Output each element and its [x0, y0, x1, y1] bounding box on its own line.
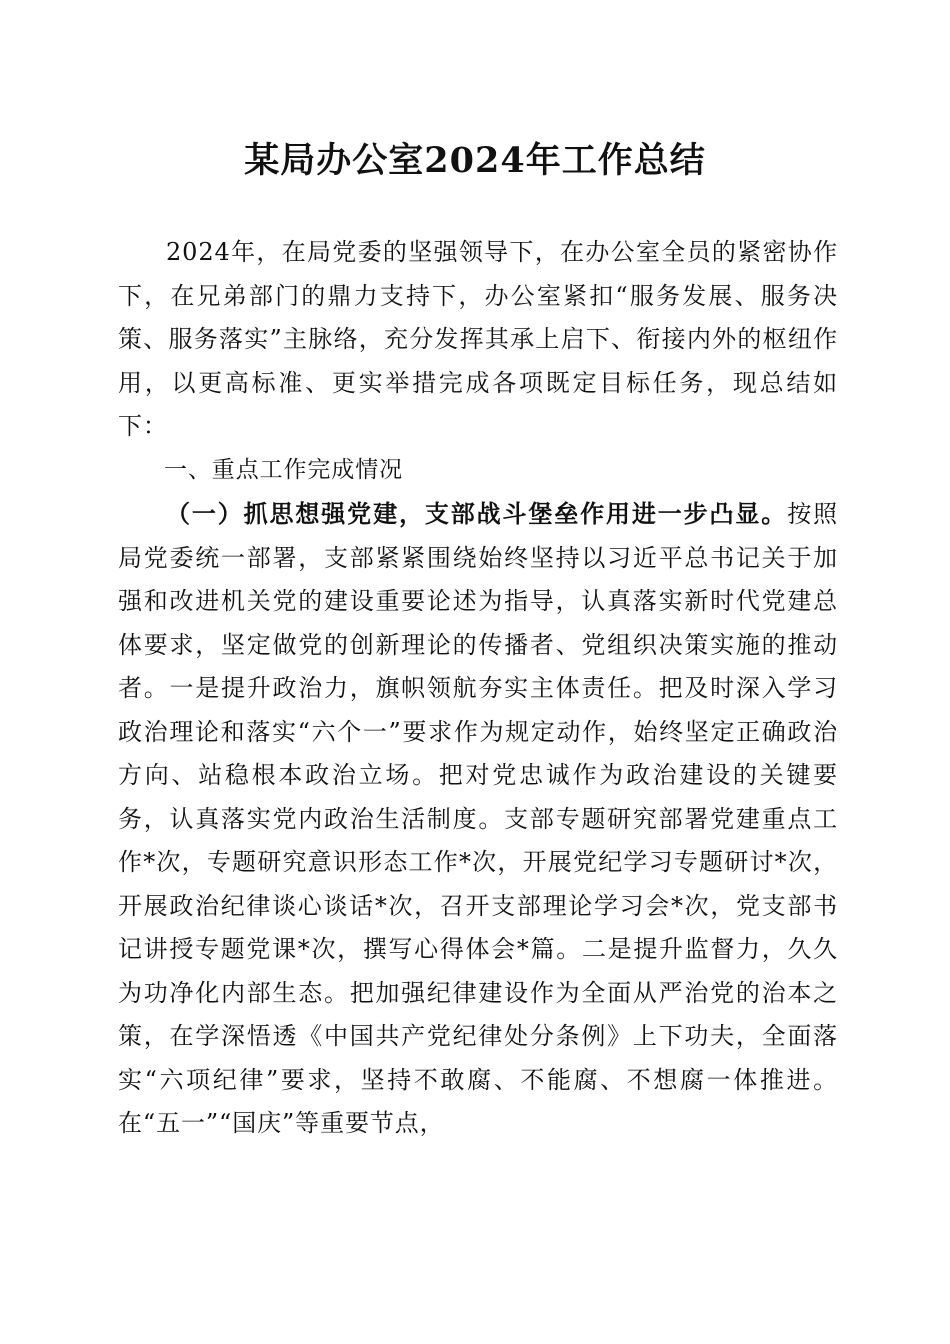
section-heading: 一、重点工作完成情况: [164, 456, 403, 483]
intro-paragraph: 2024年，在局党委的坚强领导下，在办公室全员的紧密协作下，在兄弟部门的鼎力支持下，办公室紧扣“服务发展、服务决策、服务落实”主脉络，充分发挥其承上启下、衔接内外的枢纽作用，以更高标准、更实举措完成各项既定目标任务，现总结如下：: [118, 238, 838, 440]
document-body: [118, 231, 838, 1146]
subsection-body: 按照局党委统一部署，支部紧紧围绕始终坚持以习近平总书记关于加强和改进机关党的建设重要论述为指导，认真落实新时代党建总体要求，坚定做党的创新理论的传播者、党组织决策实施的推动者。一是提升政治力，旗帜领航夯实主体责任。把及时深入学习政治理论和落实“六个一”要求作为规定动作，始终坚定正确政治方向、站稳根本政治立场。把对党忠诚作为政治建设的关键要务，认真落实党内政治生活制度。支部专题研究部署党建重点工作*次，专题研究意识形态工作*次，开展党纪学习专题研讨*次，开展政治纪律谈心谈话*次，召开支部理论学习会*次，党支部书记讲授专题党课*次，撰写心得体会*篇。二是提升监督力，久久为功净化内部生态。把加强纪律建设作为全面从严治党的治本之策，在学深悟透《中国共产党纪律处分条例》上下功夫，全面落实“六项纪律”要求，坚持不敢腐、不能腐、不想腐一体推进。在“五一”“国庆”等重要节点，: [118, 500, 838, 1137]
document-title: 某局办公室2024年工作总结: [244, 140, 706, 181]
subsection-title: （一）抓思想强党建，支部战斗堡垒作用进一步凸显。: [166, 499, 788, 528]
subsection-paragraph: [118, 492, 838, 1146]
